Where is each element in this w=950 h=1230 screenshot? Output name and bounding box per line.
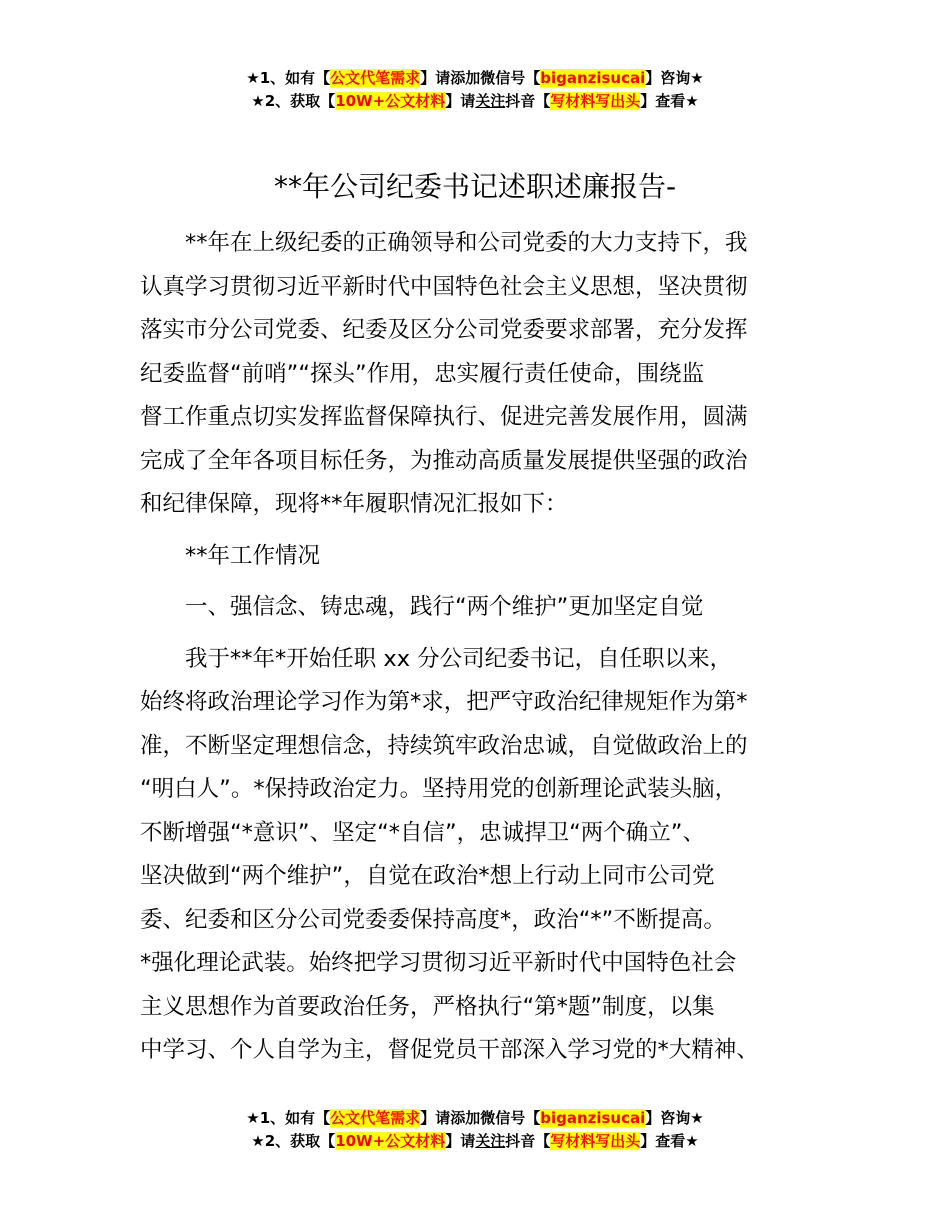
promo-wechat-id: biganzisucai: [540, 1109, 646, 1127]
promo-highlight: 10W+公文材料: [335, 92, 446, 110]
promo-text: 】请添加微信号【: [420, 1109, 541, 1127]
promo-banner-bottom: [0, 1107, 950, 1153]
paragraph-body: [140, 638, 820, 1073]
promo-text: 】请添加微信号【: [420, 69, 541, 87]
section-heading: [140, 535, 820, 579]
promo-text: 抖音【: [505, 92, 551, 110]
text-line: 我于**年*开始任职 xx 分公司纪委书记，自任职以来，: [185, 645, 733, 672]
promo-text: ★2、获取【: [251, 1132, 336, 1150]
promo-line-1: [0, 1107, 950, 1130]
text-line: 不断增强“*意识”、坚定“*自信”，忠诚捍卫“两个确立”、: [140, 819, 705, 846]
promo-text: ★1、如有【: [246, 69, 331, 87]
promo-underlined: 关注: [475, 92, 506, 110]
text-line: 一、强信念、铸忠魂，践行“两个维护”更加坚定自觉: [185, 594, 704, 620]
promo-text: 】咨询★: [645, 69, 704, 87]
text-line: 主义思想作为首要政治任务，严格执行“第*题”制度，以集: [140, 993, 715, 1020]
promo-text: 抖音【: [505, 1132, 551, 1150]
text-line: 完成了全年各项目标任务，为推动高质量发展提供坚强的政治: [140, 447, 748, 474]
promo-text: 】咨询★: [645, 1109, 704, 1127]
promo-text: 】查看★: [640, 1132, 699, 1150]
text-line: **年工作情况: [185, 542, 321, 569]
promo-text: ★1、如有【: [246, 1109, 331, 1127]
text-line: 纪委监督“前哨”“探头”作用，忠实履行责任使命，围绕监: [140, 360, 705, 387]
promo-text: ★2、获取【: [251, 92, 336, 110]
paragraph-intro: [140, 222, 820, 527]
text-line: 坚决做到“两个维护”，自觉在政治*想上行动上同市公司党: [140, 863, 715, 889]
promo-highlight: 写材料写出头: [550, 1132, 641, 1150]
text-line: 委、纪委和区分公司党委委保持高度*，政治“*”不断提高。: [140, 906, 726, 933]
promo-highlight: 公文代笔需求: [330, 69, 421, 87]
promo-banner-top: [0, 67, 950, 113]
promo-underlined: 关注: [475, 1132, 506, 1150]
text-line: 督工作重点切实发挥监督保障执行、促进完善发展作用，圆满: [140, 404, 748, 430]
text-line: **年在上级纪委的正确领导和公司党委的大力支持下，我: [185, 230, 748, 256]
text-line: 中学习、个人自学为主，督促党员干部深入学习党的*大精神、: [140, 1037, 759, 1063]
subsection-heading: [140, 586, 820, 630]
promo-text: 】请: [445, 1132, 476, 1150]
promo-line-2: [0, 90, 950, 113]
document-title: **年公司纪委书记述职述廉报告-: [273, 170, 677, 203]
text-line: 准，不断坚定理想信念，持续筑牢政治忠诚，自觉做政治上的: [140, 732, 748, 759]
promo-line-2: [0, 1130, 950, 1153]
text-line: 落实市分公司党委、纪委及区分公司党委要求部署，充分发挥: [140, 317, 748, 343]
text-line: *强化理论武装。始终把学习贯彻习近平新时代中国特色社会: [140, 950, 737, 976]
promo-highlight: 10W+公文材料: [335, 1132, 446, 1150]
text-line: 始终将政治理论学习作为第*求，把严守政治纪律规矩作为第*: [140, 689, 748, 715]
promo-wechat-id: biganzisucai: [540, 69, 646, 87]
promo-text: 】请: [445, 92, 476, 110]
promo-text: 】查看★: [640, 92, 699, 110]
text-line: 认真学习贯彻习近平新时代中国特色社会主义思想，坚决贯彻: [140, 273, 748, 300]
text-line: 和纪律保障，现将**年履职情况汇报如下：: [140, 491, 568, 517]
promo-highlight: 写材料写出头: [550, 92, 641, 110]
promo-line-1: [0, 67, 950, 90]
text-line: “明白人”。*保持政治定力。坚持用党的创新理论武装头脑，: [140, 776, 738, 802]
promo-highlight: 公文代笔需求: [330, 1109, 421, 1127]
document-body: [140, 222, 820, 1073]
